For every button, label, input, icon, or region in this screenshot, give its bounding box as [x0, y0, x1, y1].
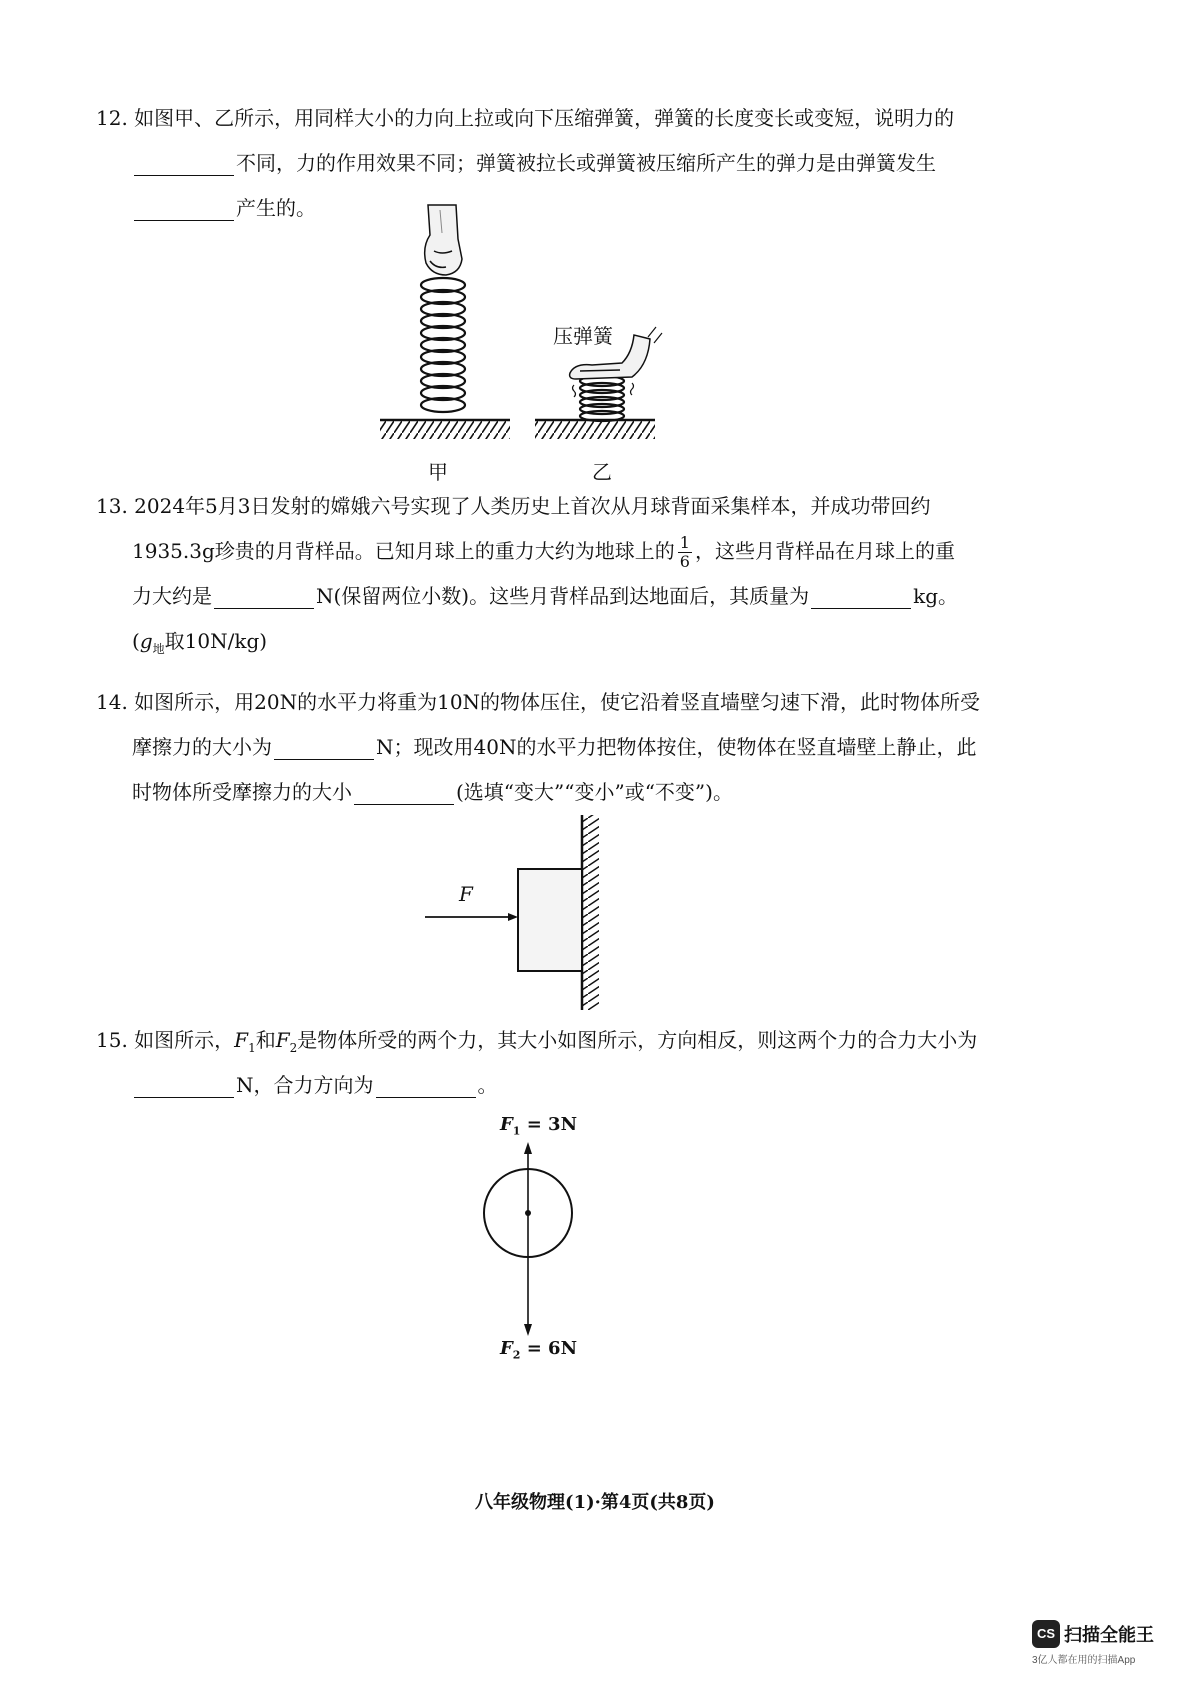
- wall-block-figure: [420, 810, 640, 1020]
- f2-label-name: F: [500, 1338, 513, 1359]
- q14-blank-2[interactable]: [354, 776, 454, 805]
- page-footer: 八年级物理(1)·第4页(共8页): [475, 1492, 715, 1513]
- q14-line-2-pre: 摩擦力的大小为: [132, 735, 272, 759]
- q15-line-2-mid: N，合力方向为: [236, 1073, 374, 1097]
- q14-line-2: [96, 725, 1016, 770]
- f2-value-label: [500, 1338, 577, 1362]
- f1-symbol: F: [234, 1028, 249, 1052]
- q13-line-4-post: 取10N/kg): [164, 629, 268, 653]
- q13-line-1: 13. 2024年5月3日发射的嫦娥六号实现了人类历史上首次从月球背面采集样本，并成功带回约: [96, 494, 931, 518]
- compressed-spring: [580, 376, 624, 421]
- hand-pulling-icon: [425, 205, 462, 275]
- f2-label-value: = 6N: [520, 1338, 578, 1359]
- q13-line-4: [96, 619, 1016, 664]
- q13-line-2: [96, 529, 1016, 574]
- q13-line-3-pre: 力大约是: [132, 584, 212, 608]
- g-subscript: 地: [152, 642, 165, 656]
- fraction-numerator: 1: [679, 533, 690, 552]
- fraction-denominator: 6: [679, 552, 690, 571]
- q14-blank-1[interactable]: [274, 731, 374, 760]
- f2-arrow-head: [524, 1324, 532, 1336]
- q14-line-3: [96, 770, 1016, 815]
- q15-blank-1[interactable]: [134, 1069, 234, 1098]
- label-press-spring: 压弹簧: [553, 324, 613, 348]
- q12-blank-2[interactable]: [134, 192, 234, 221]
- f2-label-subscript: 2: [512, 1348, 521, 1362]
- question-13: [96, 484, 1016, 664]
- q13-blank-1[interactable]: [214, 580, 314, 609]
- q14-line-3-pre: 时物体所受摩擦力的大小: [132, 780, 352, 804]
- q15-line-2: [96, 1063, 1016, 1108]
- q15-line-1-mid: 和: [255, 1028, 276, 1052]
- force-label-f: F: [459, 882, 473, 906]
- q15-line-1-pre: 15. 如图所示，: [96, 1028, 235, 1052]
- label-jia: 甲: [428, 460, 448, 484]
- f2-symbol: F: [275, 1028, 290, 1052]
- q12-line-1: 12. 如图甲、乙所示，用同样大小的力向上拉或向下压缩弹簧，弹簧的长度变长或变短，说明力的: [96, 106, 955, 130]
- f2-subscript: 2: [289, 1041, 298, 1055]
- q15-line-1: [96, 1018, 1016, 1063]
- q13-line-2-post: ，这些月背样品在月球上的重: [694, 539, 955, 563]
- q12-line-3-text: 产生的。: [236, 196, 316, 220]
- label-yi: 乙: [592, 460, 612, 484]
- force-arrow-head: [508, 913, 518, 921]
- q13-line-3-post: kg。: [913, 584, 959, 608]
- stretched-spring: [421, 278, 465, 412]
- q15-line-1-post: 是物体所受的两个力，其大小如图所示，方向相反，则这两个力的合力大小为: [297, 1028, 978, 1052]
- q14-line-2-post: N；现改用40N的水平力把物体按住，使物体在竖直墙壁上静止，此: [376, 735, 977, 759]
- q14-line-3-post: (选填“变大”“变小”或“不变”)。: [456, 780, 733, 804]
- ground-hatch-jia: [380, 421, 510, 439]
- cs-logo-icon: CS: [1032, 1620, 1060, 1648]
- watermark-brand: 扫描全能王: [1064, 1625, 1154, 1645]
- wall-hatch: [583, 815, 599, 1010]
- ground-hatch-yi: [535, 421, 655, 439]
- q12-blank-1[interactable]: [134, 147, 234, 176]
- q15-blank-2[interactable]: [376, 1069, 476, 1098]
- scanner-watermark: [1032, 1620, 1172, 1666]
- q14-line-1: 14. 如图所示，用20N的水平力将重为10N的物体压住，使它沿着竖直墙壁匀速下滑，此时物体所受: [96, 690, 981, 714]
- watermark-slogan: 3亿人都在用的扫描App: [1032, 1655, 1136, 1666]
- spring-figure: [370, 205, 690, 495]
- question-14: [96, 680, 1016, 815]
- fraction-one-sixth: [678, 534, 692, 571]
- q13-line-2-pre: 1935.3g珍贵的月背样品。已知月球上的重力大约为地球上的: [132, 539, 675, 563]
- q15-line-2-post: 。: [477, 1073, 498, 1097]
- f1-value-label: [500, 1114, 577, 1138]
- block: [518, 869, 582, 971]
- f1-subscript: 1: [248, 1041, 256, 1055]
- f1-label-name: F: [500, 1114, 513, 1135]
- f1-label-value: = 3N: [520, 1114, 578, 1135]
- q12-line-2-text: 不同，力的作用效果不同；弹簧被拉长或弹簧被压缩所产生的弹力是由弹簧发生: [236, 151, 936, 175]
- g-symbol: g: [139, 629, 153, 653]
- q12-line-2: [96, 141, 1016, 186]
- two-forces-figure: [470, 1140, 590, 1340]
- q13-line-3-mid: N(保留两位小数)。这些月背样品到达地面后，其质量为: [316, 584, 810, 608]
- f1-label-subscript: 1: [512, 1124, 521, 1138]
- f1-arrow-head: [524, 1142, 532, 1154]
- q13-line-4-open: (: [132, 629, 140, 653]
- q13-blank-2[interactable]: [811, 580, 911, 609]
- question-15: [96, 1018, 1016, 1108]
- q13-line-3: [96, 574, 1016, 619]
